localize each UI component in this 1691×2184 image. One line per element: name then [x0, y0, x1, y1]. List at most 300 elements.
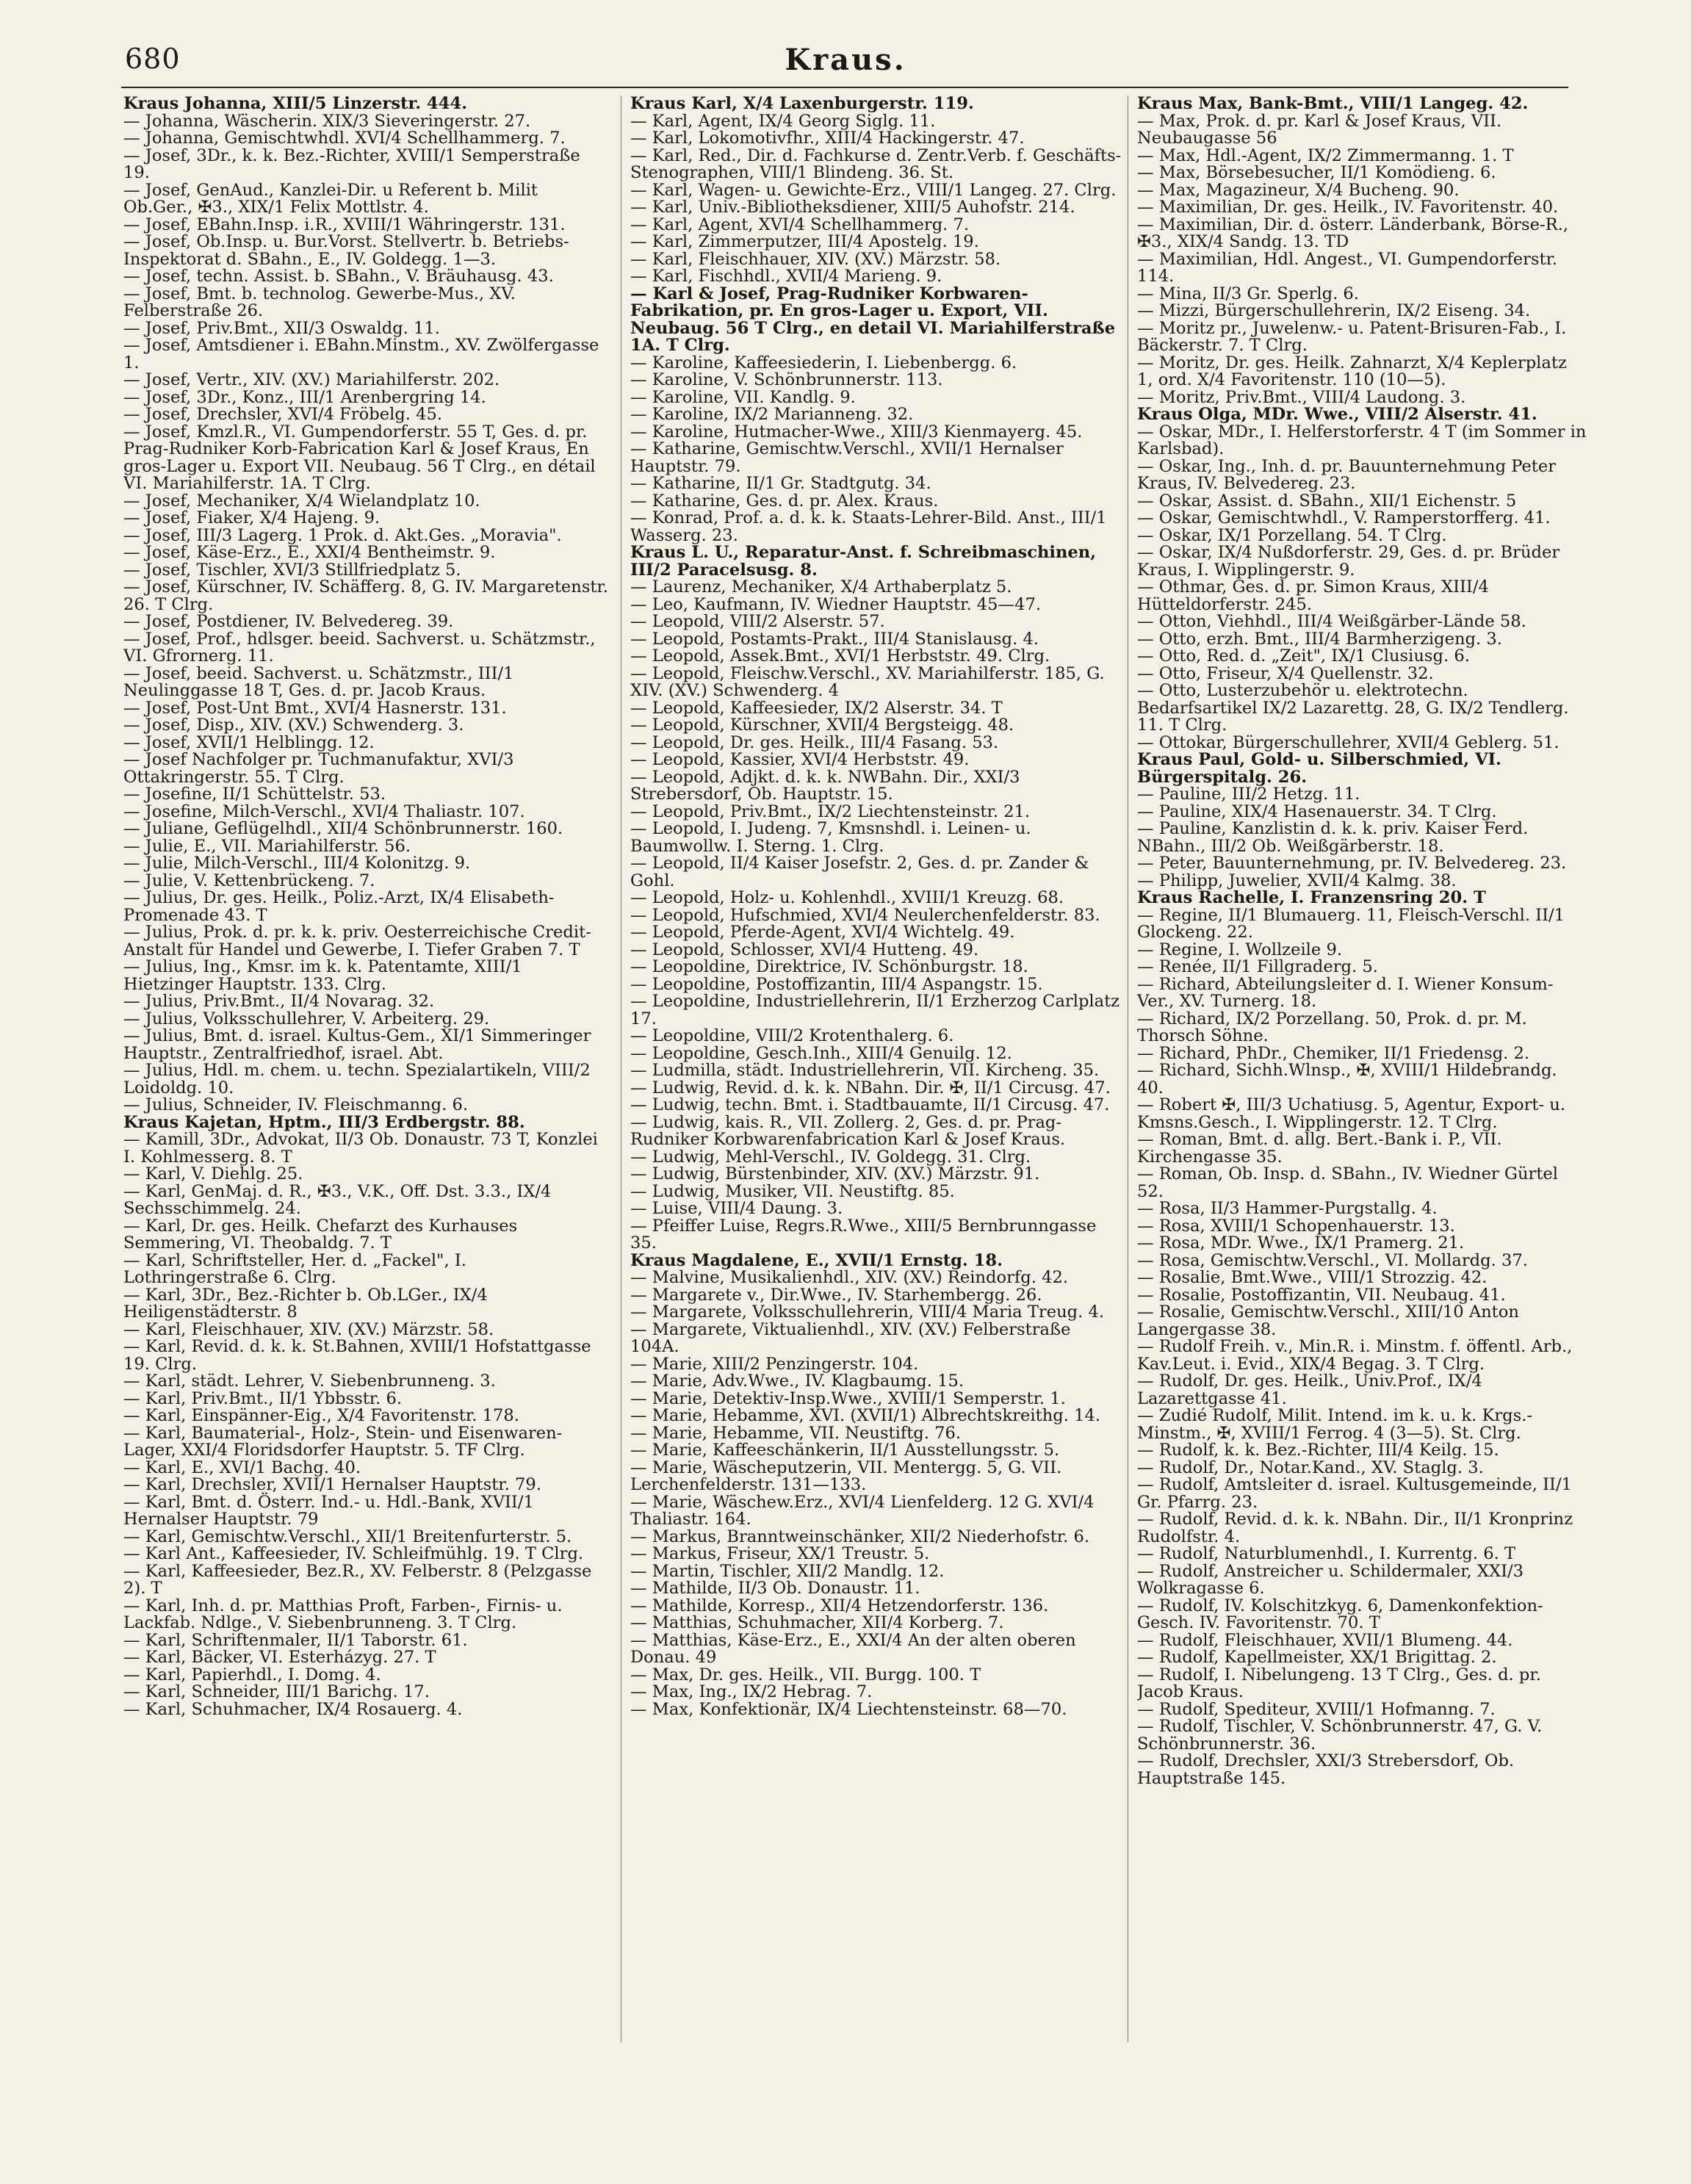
entry-text: — Roman, Ob. Insp. d. SBahn., IV. Wiedner Gürtel 52.	[1137, 1164, 1558, 1201]
entry-text: — Marie, XIII/2 Penzingerstr. 104.	[630, 1354, 919, 1374]
entry-text: — Markus, Branntweinschänker, XII/2 Niederhofstr. 6.	[630, 1527, 1090, 1546]
entry-text: — Karl, Papierhdl., I. Domg. 4.	[123, 1665, 381, 1684]
directory-entry	[123, 1701, 611, 1719]
directory-entry	[630, 924, 1122, 942]
entry-text: — Josef, Vertr., XIV. (XV.) Mariahilferstr. 202.	[123, 370, 500, 389]
entry-text: — Josef, Postdiener, IV. Belvedereg. 39.	[123, 612, 454, 631]
directory-entry	[123, 1388, 611, 1408]
directory-entry	[1137, 182, 1587, 200]
entry-text: — Leopold, I. Judeng. 7, Kmsnshdl. i. Leinen- u. Baumwollw. I. Sterng. 1. Clrg.	[630, 819, 1031, 856]
directory-entry	[123, 838, 611, 856]
directory-entry	[1137, 217, 1587, 251]
directory-entry	[630, 372, 1122, 389]
directory-entry	[123, 924, 611, 959]
directory-entry	[1137, 1408, 1587, 1442]
entry-text: — Josef, 3Dr., k. k. Bez.-Richter, XVIII/1 Semperstraße 19.	[123, 145, 580, 182]
entry-text: — Leopold, Pferde-Agent, XVI/4 Wichtelg. 49.	[630, 923, 1015, 942]
directory-entry	[630, 1183, 1122, 1201]
entry-text: — Rudolf, Naturblumenhdl., I. Kurrentg. 6. T	[1137, 1544, 1516, 1563]
entry-text: — Ludwig, Revid. d. k. k. NBahn. Dir. ✠, II/1 Circusg. 47.	[630, 1078, 1111, 1098]
directory-entry	[630, 424, 1122, 442]
directory-entry	[630, 182, 1122, 200]
entry-text: — Josef, beeid. Sachverst. u. Schätzmstr., III/1 Neulinggasse 18 T, Ges. d. pr. Jacob Kraus.	[123, 663, 514, 700]
entry-text: — Markus, Friseur, XX/1 Treustr. 5.	[630, 1544, 930, 1563]
entry-text: — Leopold, Dr. ges. Heilk., III/4 Fasang. 53.	[630, 732, 999, 752]
entry-text: — Ludwig, Mehl-Verschl., IV. Goldegg. 31. Clrg.	[630, 1147, 1031, 1167]
directory-entry	[630, 855, 1122, 890]
directory-entry	[630, 510, 1122, 544]
directory-entry	[630, 544, 1122, 579]
directory-entry	[1137, 1062, 1587, 1097]
entry-text: — Josef, Amtsdiener i. EBahn.Minstm., XV. Zwölfergasse 1.	[123, 336, 599, 372]
directory-entry	[1137, 510, 1587, 527]
entry-text: — Karl, Einspänner-Eig., X/4 Favoritenstr. 178.	[123, 1406, 519, 1425]
directory-entry	[1137, 1166, 1587, 1200]
directory-entry	[1137, 942, 1587, 959]
entry-text: — Josef, GenAud., Kanzlei-Dir. u Referent b. Milit Ob.Ger., ✠3., XIX/1 Felix Mottlstr. 4.	[123, 180, 538, 217]
directory-entry	[630, 613, 1122, 631]
directory-entry	[1137, 1287, 1587, 1305]
directory-entry	[123, 286, 611, 320]
entry-text: — Max, Konfektionär, IX/4 Liechtensteinstr. 68—70.	[630, 1699, 1067, 1719]
directory-entry	[123, 579, 611, 613]
directory-entry	[123, 1011, 611, 1028]
directory-entry	[123, 562, 611, 580]
entry-text: — Karoline, VII. Kandlg. 9.	[630, 387, 856, 407]
entry-text: — Rosa, Gemischtw.Verschl., VI. Mollardg. 37.	[1137, 1250, 1528, 1270]
directory-entry	[1137, 1457, 1587, 1477]
directory-entry	[630, 1457, 1122, 1494]
directory-entry	[1137, 1442, 1587, 1460]
directory-entry	[1137, 406, 1587, 424]
entry-text: — Moritz pr., Juwelenw.- u. Patent-Brisuren-Fab., I. Bäckerstr. 7. T Clrg.	[1137, 318, 1567, 355]
entry-text: — Karl, Schneider, III/1 Barichg. 17.	[123, 1682, 430, 1701]
entry-text: — Karl, 3Dr., Bez.-Richter b. Ob.LGer., IX/4 Heiligenstädterstr. 8	[123, 1285, 488, 1322]
directory-entry	[1137, 1269, 1587, 1287]
directory-entry	[123, 1494, 611, 1529]
directory-entry	[123, 631, 611, 666]
directory-entry	[123, 821, 611, 838]
directory-entry	[630, 199, 1122, 217]
entry-text: — Karl, Bmt. d. Österr. Ind.- u. Hdl.-Bank, XVII/1 Hernalser Hauptstr. 79	[123, 1492, 534, 1529]
directory-entry	[123, 527, 611, 545]
directory-entry	[630, 406, 1122, 424]
entry-text: — Pauline, XIX/4 Hasenauerstr. 34. T Clrg.	[1137, 801, 1497, 821]
directory-entry	[123, 1477, 611, 1494]
directory-entry	[123, 732, 611, 752]
directory-entry	[123, 1563, 611, 1598]
directory-entry	[1137, 493, 1587, 511]
entry-text: — Karl, Inh. d. pr. Matthias Proft, Farben-, Firnis- u. Lackfab. Ndlge., V. Siebenbrunneng. 3. T Clrg.	[123, 1596, 563, 1632]
entry-text: — Rudolf, Dr. ges. Heilk., Univ.Prof., IX/4 Lazarettgasse 41.	[1137, 1372, 1482, 1408]
entry-text: — Julie, E., VII. Mariahilferstr. 56.	[123, 836, 411, 856]
entry-text: — Leopold, Assek.Bmt., XVI/1 Herbststr. 49. Clrg.	[630, 646, 1050, 666]
entry-text: — Karl Ant., Kaffeesieder, IV. Schleifmühlg. 19. T Clrg.	[123, 1544, 584, 1563]
directory-entry	[630, 1529, 1122, 1546]
entry-text: — Josef, Ob.Insp. u. Bur.Vorst. Stellvertr. b. Betriebs-Inspektorat d. SBahn., E., IV. Goldegg. 1—3.	[123, 232, 569, 269]
entry-text: — Max, Börsebesucher, II/1 Komödieng. 6.	[1137, 163, 1496, 182]
directory-entry	[123, 372, 611, 389]
entry-text: — Richard, Sichh.Wlnsp., ✠, XVIII/1 Hildebrandg. 40.	[1137, 1061, 1557, 1098]
directory-entry	[123, 337, 611, 372]
entry-text: — Rudolf, k. k. Bez.-Richter, III/4 Keilg. 15.	[1137, 1441, 1499, 1460]
entry-text: — Leopold, VIII/2 Alserstr. 57.	[630, 612, 885, 631]
entry-text: — Karl, Schriftsteller, Her. d. „Fackel", I. Lothringerstraße 6. Clrg.	[123, 1250, 466, 1287]
directory-entry	[1137, 959, 1587, 976]
directory-entry	[630, 1045, 1122, 1063]
entry-text: — Roman, Bmt. d. allg. Bert.-Bank i. P., VII. Kirchengasse 35.	[1137, 1130, 1502, 1167]
directory-entry	[123, 1529, 611, 1546]
directory-entry	[1137, 1011, 1587, 1045]
entry-text: — Rudolf Freih. v., Min.R. i. Minstm. f. öffentl. Arb., Kav.Leut. i. Evid., XIX/4 Begag. 3. T Clrg.	[1137, 1337, 1573, 1374]
directory-entry	[630, 717, 1122, 735]
entry-text: — Robert ✠, III/3 Uchatiusg. 5, Agentur, Export- u. Kmsns.Gesch., I. Wipplingerstr. 12. T Clrg.	[1137, 1095, 1566, 1132]
directory-entry	[1137, 1632, 1587, 1650]
directory-entry	[123, 1408, 611, 1425]
entry-text: — Karl, Agent, XVI/4 Schellhammerg. 7.	[630, 215, 970, 234]
directory-entry	[1137, 355, 1587, 389]
entry-text: — Rudolf, Spediteur, XVIII/1 Hofmanng. 7.	[1137, 1699, 1496, 1719]
entry-text: Kraus Kajetan, Hptm., III/3 Erdbergstr. 88.	[123, 1112, 525, 1132]
entry-text: — Karoline, Kaffeesiederin, I. Liebenbergg. 6.	[630, 353, 1017, 372]
entry-text: — Max, Prok. d. pr. Karl & Josef Kraus, VII. Neubaugasse 56	[1137, 111, 1502, 148]
entry-text: — Max, Hdl.-Agent, IX/2 Zimmermanng. 1. T	[1137, 145, 1514, 165]
directory-entry	[1137, 303, 1587, 320]
directory-entry	[123, 406, 611, 424]
entry-text: — Rosalie, Bmt.Wwe., VIII/1 Strozzig. 42.	[1137, 1268, 1488, 1287]
entry-text: — Leopold, II/4 Kaiser Josefstr. 2, Ges. d. pr. Zander & Gohl.	[630, 854, 1089, 890]
entry-text: — Karl & Josef, Prag-Rudniker Korbwaren-Fabrikation, pr. En gros-Lager u. Export, VII. Neubaug. 56 T Clrg., en detail VI. Mariahilferstraße 1A. T Clrg.	[630, 284, 1116, 355]
column-2	[630, 95, 1122, 2145]
directory-entry	[1137, 1563, 1587, 1598]
directory-entry	[123, 1667, 611, 1684]
directory-entry	[630, 389, 1122, 407]
directory-entry	[123, 613, 611, 631]
entry-text: — Leopoldine, VIII/2 Krotenthalerg. 6.	[630, 1026, 954, 1045]
entry-text: — Karl, Schuhmacher, IX/4 Rosauerg. 4.	[123, 1699, 463, 1719]
entry-text: — Rudolf, Anstreicher u. Schildermaler, XXI/3 Wolkragasse 6.	[1137, 1561, 1524, 1598]
directory-entry	[123, 1028, 611, 1062]
entry-text: — Leopold, Kürschner, XVII/4 Bergsteigg. 48.	[630, 716, 1014, 735]
directory-entry	[630, 752, 1122, 769]
directory-entry	[630, 1701, 1122, 1719]
directory-entry	[123, 1218, 611, 1253]
entry-text: — Josef, Kürschner, IV. Schäfferg. 8, G. IV. Margaretenstr. 26. T Clrg.	[123, 577, 609, 614]
directory-entry	[630, 993, 1122, 1028]
directory-entry	[123, 663, 611, 700]
entry-text: — Ottokar, Bürgerschullehrer, XVII/4 Geblerg. 51.	[1137, 732, 1560, 752]
entry-text: — Julius, Bmt. d. israel. Kultus-Gem., XI/1 Simmeringer Hauptstr., Zentralfriedhof, israel. Abt.	[123, 1026, 591, 1063]
entry-text: — Oskar, MDr., I. Helferstorferstr. 4 T (im Sommer in Karlsbad).	[1137, 422, 1587, 458]
entry-text: — Maximilian, Dir. d. österr. Länderbank, Börse-R., ✠3., XIX/4 Sandg. 13. TD	[1137, 215, 1568, 251]
entry-text: — Zudié Rudolf, Milit. Intend. im k. u. k. Krgs.-Minstm., ✠, XVIII/1 Ferrog. 4 (3—5). St. Clrg.	[1137, 1406, 1533, 1443]
entry-text: — Pfeiffer Luise, Regrs.R.Wwe., XIII/5 Bernbrunngasse 35.	[630, 1216, 1097, 1253]
directory-entry	[630, 441, 1122, 475]
entry-text: — Rudolf, Fleischhauer, XVII/1 Blumeng. 44.	[1137, 1630, 1513, 1650]
directory-entry	[123, 1166, 611, 1183]
directory-entry	[1137, 752, 1587, 786]
directory-entry	[630, 631, 1122, 649]
entry-text: — Josef, Prof., hdlsger. beeid. Sachverst. u. Schätzmstr., VI. Gfrornerg. 11.	[123, 629, 596, 666]
entry-text: — Rudolf, Drechsler, XXI/3 Strebersdorf, Ob. Hauptstraße 145.	[1137, 1751, 1515, 1788]
directory-entry	[123, 145, 611, 182]
entry-text: — Julie, Milch-Verschl., III/4 Kolonitzg. 9.	[123, 854, 471, 873]
directory-entry	[630, 355, 1122, 372]
directory-entry	[123, 855, 611, 873]
directory-entry	[630, 663, 1122, 700]
entry-text: — Rosa, MDr. Wwe., IX/1 Pramerg. 21.	[1137, 1233, 1465, 1253]
directory-entry	[630, 1200, 1122, 1218]
directory-entry	[630, 732, 1122, 752]
directory-entry	[630, 1287, 1122, 1305]
directory-entry	[123, 1546, 611, 1563]
entry-text: — Peter, Bauunternehmung, pr. IV. Belvedereg. 23.	[1137, 854, 1567, 873]
directory-entry	[123, 993, 611, 1011]
entry-text: — Karl, Priv.Bmt., II/1 Ybbsstr. 6.	[123, 1388, 403, 1408]
entry-text: — Karl, Kaffeesieder, Bez.R., XV. Felberstr. 8 (Pelzgasse 2). T	[123, 1561, 592, 1598]
entry-text: — Konrad, Prof. a. d. k. k. Staats-Lehrer-Bild. Anst., III/1 Wasserg. 23.	[630, 508, 1107, 545]
entry-text: — Mizzi, Bürgerschullehrerin, IX/2 Eiseng. 34.	[1137, 301, 1531, 320]
directory-entry	[630, 251, 1122, 269]
directory-entry	[1137, 199, 1587, 217]
entry-text: — Rudolf, Revid. d. k. k. NBahn. Dir., II/1 Kronprinz Rudolfstr. 4.	[1137, 1510, 1573, 1546]
directory-entry	[630, 1269, 1122, 1287]
directory-entry	[1137, 648, 1587, 666]
directory-entry	[1137, 613, 1587, 631]
directory-entry	[1137, 145, 1587, 165]
directory-entry	[123, 752, 611, 786]
directory-entry	[1137, 1667, 1587, 1701]
directory-entry	[1137, 1477, 1587, 1511]
directory-entry	[630, 1598, 1122, 1615]
directory-entry	[123, 182, 611, 217]
directory-entry	[123, 510, 611, 527]
entry-text: — Kamill, 3Dr., Advokat, II/3 Ob. Donaustr. 73 T, Konzlei I. Kohlmesserg. 8. T	[123, 1130, 598, 1167]
directory-entry	[1137, 1338, 1587, 1373]
directory-entry	[123, 959, 611, 993]
directory-entry	[123, 1062, 611, 1097]
directory-entry	[1137, 1511, 1587, 1546]
entry-text: — Rudolf, Dr., Notar.Kand., XV. Staglg. 3.	[1137, 1457, 1484, 1477]
directory-entry	[630, 1304, 1122, 1322]
entry-text: — Leopold, Adjkt. d. k. k. NWBahn. Dir., XXI/3 Strebersdorf, Ob. Hauptstr. 15.	[630, 767, 1020, 804]
directory-entry	[1137, 663, 1587, 683]
entry-text: — Josef, techn. Assist. b. SBahn., V. Bräuhausg. 43.	[123, 267, 554, 286]
directory-entry	[1137, 1373, 1587, 1408]
entry-text: — Johanna, Wäscherin. XIX/3 Sieveringerstr. 27.	[123, 111, 531, 131]
directory-entry	[1137, 821, 1587, 855]
entry-text: — Karoline, Hutmacher-Wwe., XIII/3 Kienmayerg. 45.	[630, 422, 1083, 442]
entry-text: — Karl, Gemischtw.Verschl., XII/1 Breitenfurterstr. 5.	[123, 1527, 572, 1546]
entry-text: — Leopoldine, Industriellehrerin, II/1 Erzherzog Carlplatz 17.	[630, 992, 1120, 1028]
entry-text: — Karl, städt. Lehrer, V. Siebenbrunneng. 3.	[123, 1372, 496, 1391]
entry-text: — Pauline, Kanzlistin d. k. k. priv. Kaiser Ferd. NBahn., III/2 Ob. Weißgärberstr. 18.	[1137, 819, 1529, 856]
entry-text: Kraus Max, Bank-Bmt., VIII/1 Langeg. 42.	[1137, 95, 1529, 113]
entry-text: — Moritz, Dr. ges. Heilk. Zahnarzt, X/4 Keplerplatz 1, ord. X/4 Favoritenstr. 110 (10—5).	[1137, 353, 1567, 389]
entry-text: — Karl, Fischhdl., XVII/4 Marieng. 9.	[630, 267, 942, 286]
entry-text: — Karl, Bäcker, VI. Esterházyg. 27. T	[123, 1648, 436, 1667]
entry-text: — Josef, Priv.Bmt., XII/3 Oswaldg. 11.	[123, 318, 440, 338]
entry-text: — Karl, GenMaj. d. R., ✠3., V.K., Off. Dst. 3.3., IX/4 Sechsschimmelg. 24.	[123, 1181, 552, 1218]
entry-text: — Moritz, Priv.Bmt., VIII/4 Laudong. 3.	[1137, 387, 1466, 407]
directory-entry	[630, 976, 1122, 994]
entry-text: — Rudolf, IV. Kolschitzkyg. 6, Damenkonfektion-Gesch. IV. Favoritenstr. 70. T	[1137, 1596, 1543, 1632]
entry-text: — Josef, III/3 Lagerg. 1 Prok. d. Akt.Ges. „Moravia".	[123, 525, 562, 545]
entry-text: — Max, Magazineur, X/4 Bucheng. 90.	[1137, 180, 1460, 200]
directory-entry	[1137, 890, 1587, 907]
directory-entry	[630, 579, 1122, 597]
entry-text: — Josefine, II/1 Schüttelstr. 53.	[123, 785, 386, 804]
entry-text: — Leopoldine, Gesch.Inh., XIII/4 Genuilg. 12.	[630, 1043, 1012, 1063]
directory-entry	[630, 113, 1122, 131]
directory-entry	[123, 1373, 611, 1391]
directory-entry	[123, 717, 611, 735]
directory-entry	[1137, 855, 1587, 873]
directory-entry	[123, 1097, 611, 1114]
entry-text: — Julius, Hdl. m. chem. u. techn. Spezialartikeln, VIII/2 Loidoldg. 10.	[123, 1061, 591, 1098]
directory-entry	[1137, 1546, 1587, 1563]
directory-entry	[630, 217, 1122, 234]
entry-text: — Marie, Adv.Wwe., IV. Klagbaumg. 15.	[630, 1372, 965, 1391]
page-number: 680	[125, 43, 181, 75]
entry-text: — Leopold, Holz- u. Kohlenhdl., XVIII/1 Kreuzg. 68.	[630, 888, 1064, 907]
entry-text: Kraus L. U., Reparatur-Anst. f. Schreibmaschinen, III/2 Paracelsusg. 8.	[630, 543, 1097, 580]
directory-entry	[123, 1114, 611, 1132]
entry-text: — Regine, II/1 Blumauerg. 11, Fleisch-Verschl. II/1 Glockeng. 22.	[1137, 905, 1565, 942]
directory-entry	[123, 113, 611, 131]
directory-entry	[630, 475, 1122, 493]
entry-text: — Karl, V. Diehlg. 25.	[123, 1164, 303, 1183]
directory-entry	[123, 95, 611, 113]
entry-text: — Leopold, Schlosser, XVI/4 Hutteng. 49.	[630, 940, 979, 959]
directory-entry	[123, 493, 611, 511]
directory-entry	[630, 1494, 1122, 1529]
entry-text: — Leopold, Hufschmied, XVI/4 Neulerchenfelderstr. 83.	[630, 905, 1100, 925]
entry-text: — Karl, Red., Dir. d. Fachkurse d. Zentr.Verb. f. Geschäfts-Stenographen, VIII/1 Blindeng. 36. St.	[630, 145, 1122, 182]
directory-entry	[630, 1425, 1122, 1443]
entry-text: Kraus Karl, X/4 Laxenburgerstr. 119.	[630, 95, 974, 113]
directory-entry	[1137, 165, 1587, 182]
entry-text: — Ludmilla, städt. Industriellehrerin, VII. Kircheng. 35.	[630, 1061, 1100, 1080]
entry-text: — Josef, Bmt. b. technolog. Gewerbe-Mus., XV. Felberstraße 26.	[123, 284, 516, 320]
directory-entry	[1137, 251, 1587, 286]
entry-text: — Oskar, Assist. d. SBahn., XII/1 Eichenstr. 5	[1137, 491, 1517, 511]
entry-text: — Rudolf, Kapellmeister, XX/1 Brigittag. 2.	[1137, 1648, 1497, 1667]
entry-text: — Leopold, Kassier, XVI/4 Herbststr. 49.	[630, 750, 970, 769]
entry-text: — Marie, Kaffeeschänkerin, II/1 Ausstellungsstr. 5.	[630, 1441, 1060, 1460]
entry-text: — Pauline, III/2 Hetzg. 11.	[1137, 785, 1360, 804]
directory-entry	[630, 959, 1122, 976]
entry-text: — Rosa, II/3 Hammer-Purgstallg. 4.	[1137, 1199, 1438, 1218]
entry-text: — Oskar, IX/4 Nußdorferstr. 29, Ges. d. pr. Brüder Kraus, I. Wipplingerstr. 9.	[1137, 543, 1560, 580]
entry-text: — Maximilian, Hdl. Angest., VI. Gumpendorferstr. 114.	[1137, 249, 1558, 286]
directory-entry	[1137, 389, 1587, 407]
directory-entry	[1137, 544, 1587, 579]
entry-text: — Karl, Zimmerputzer, III/4 Apostelg. 19.	[630, 232, 979, 251]
directory-entry	[1137, 113, 1587, 148]
entry-text: — Karl, Drechsler, XVII/1 Hernalser Hauptstr. 79.	[123, 1475, 541, 1494]
entry-text: — Karoline, IX/2 Marianneng. 32.	[630, 405, 914, 424]
entry-text: — Karl, Fleischhauer, XIV. (XV.) Märzstr. 58.	[630, 249, 1001, 269]
entry-text: — Matthias, Schuhmacher, XII/4 Korberg. 7.	[630, 1613, 1004, 1632]
entry-text: — Rudolf, I. Nibelungeng. 13 T Clrg., Ges. d. pr. Jacob Kraus.	[1137, 1665, 1541, 1701]
entry-text: — Julius, Ing., Kmsr. im k. k. Patentamte, XIII/1 Hietzinger Hauptstr. 133. Clrg.	[123, 957, 522, 994]
directory-entry	[1137, 320, 1587, 355]
entry-text: — Leo, Kaufmann, IV. Wiedner Hauptstr. 45—47.	[630, 594, 1042, 614]
entry-text: Kraus Johanna, XIII/5 Linzerstr. 444.	[123, 95, 468, 113]
directory-entry	[123, 786, 611, 804]
entry-text: — Karl, Schriftenmaler, II/1 Taborstr. 61.	[123, 1630, 468, 1650]
entry-text: — Josefine, Milch-Verschl., XVI/4 Thaliastr. 107.	[123, 801, 525, 821]
directory-entry	[1137, 1250, 1587, 1270]
entry-text: — Regine, I. Wollzeile 9.	[1137, 940, 1343, 959]
entry-text: — Mina, II/3 Gr. Sperlg. 6.	[1137, 284, 1359, 303]
entry-text: — Oskar, Gemischtwhdl., V. Ramperstorfferg. 41.	[1137, 508, 1551, 527]
directory-entry	[630, 493, 1122, 511]
entry-text: — Rosa, XVIII/1 Schopenhauerstr. 13.	[1137, 1216, 1455, 1236]
column-3	[1137, 95, 1587, 2145]
directory-entry	[123, 1598, 611, 1632]
entry-text: — Juliane, Geflügelhdl., XII/4 Schönbrunnerstr. 160.	[123, 819, 563, 838]
column-1	[123, 95, 611, 2145]
entry-text: — Rosalie, Gemischtw.Verschl., XIII/10 Anton Langergasse 38.	[1137, 1302, 1519, 1339]
entry-text: — Matthias, Käse-Erz., E., XXI/4 An der alten oberen Donau. 49	[630, 1630, 1076, 1667]
directory-entry	[630, 95, 1122, 113]
directory-entry	[630, 1062, 1122, 1080]
directory-entry	[1137, 786, 1587, 804]
directory-entry	[123, 389, 611, 407]
entry-text: — Malvine, Musikalienhdl., XIV. (XV.) Reindorfg. 42.	[630, 1268, 1069, 1287]
entry-text: — Ludwig, Bürstenbinder, XIV. (XV.) Märzstr. 91.	[630, 1164, 1040, 1183]
directory-entry	[123, 1338, 611, 1373]
entry-text: — Julie, V. Kettenbrückeng. 7.	[123, 871, 375, 890]
entry-text: — Karl, Revid. d. k. k. St.Bahnen, XVIII/1 Hofstattgasse 19. Clrg.	[123, 1337, 591, 1374]
entry-text: — Ludwig, Musiker, VII. Neustiftg. 85.	[630, 1181, 955, 1201]
directory-entry	[630, 769, 1122, 804]
entry-text: — Richard, Abteilungsleiter d. I. Wiener Konsum-Ver., XV. Turnerg. 18.	[1137, 974, 1554, 1011]
entry-text: — Rudolf, Tischler, V. Schönbrunnerstr. 47, G. V. Schönbrunnerstr. 36.	[1137, 1717, 1543, 1754]
entry-text: — Julius, Prok. d. pr. k. k. priv. Oesterreichische Credit-Anstalt für Handel und Gewerbe, I. Tiefer Graben 7. T	[123, 923, 591, 959]
directory-entry	[123, 424, 611, 493]
directory-entry	[123, 1649, 611, 1667]
directory-entry	[630, 145, 1122, 182]
header-rule	[121, 87, 1568, 88]
entry-text: — Josef, Käse-Erz., E., XXI/4 Bentheimstr. 9.	[123, 543, 496, 562]
directory-entry	[630, 648, 1122, 666]
directory-entry	[630, 1442, 1122, 1460]
entry-text: — Leopoldine, Postoffizantin, III/4 Aspangstr. 15.	[630, 974, 1043, 994]
entry-text: — Josef, Mechaniker, X/4 Wielandplatz 10.	[123, 491, 480, 511]
directory-entry	[630, 1149, 1122, 1167]
directory-entry	[630, 1546, 1122, 1563]
directory-entry	[630, 1166, 1122, 1183]
directory-entry	[123, 1457, 611, 1477]
entry-text: — Otto, Lusterzubehör u. elektrotechn. Bedarfsartikel IX/2 Lazarettg. 28, G. IX/2 Tendlerg. 11. T Clrg.	[1137, 681, 1569, 735]
directory-entry	[1137, 1304, 1587, 1338]
directory-entry	[1137, 458, 1587, 493]
directory-entry	[1137, 579, 1587, 613]
directory-entry	[630, 700, 1122, 718]
directory-entry	[123, 544, 611, 562]
directory-entry	[630, 1580, 1122, 1598]
entry-text: — Laurenz, Mechaniker, X/4 Arthaberplatz 5.	[630, 577, 1012, 597]
directory-entry	[630, 1080, 1122, 1098]
entry-text: — Josef, Fiaker, X/4 Hajeng. 9.	[123, 508, 381, 527]
entry-text: — Josef, Post-Unt Bmt., XVI/4 Hasnerstr. 131.	[123, 698, 507, 718]
directory-entry	[630, 1388, 1122, 1408]
directory-entry	[630, 942, 1122, 959]
directory-entry	[123, 1319, 611, 1339]
